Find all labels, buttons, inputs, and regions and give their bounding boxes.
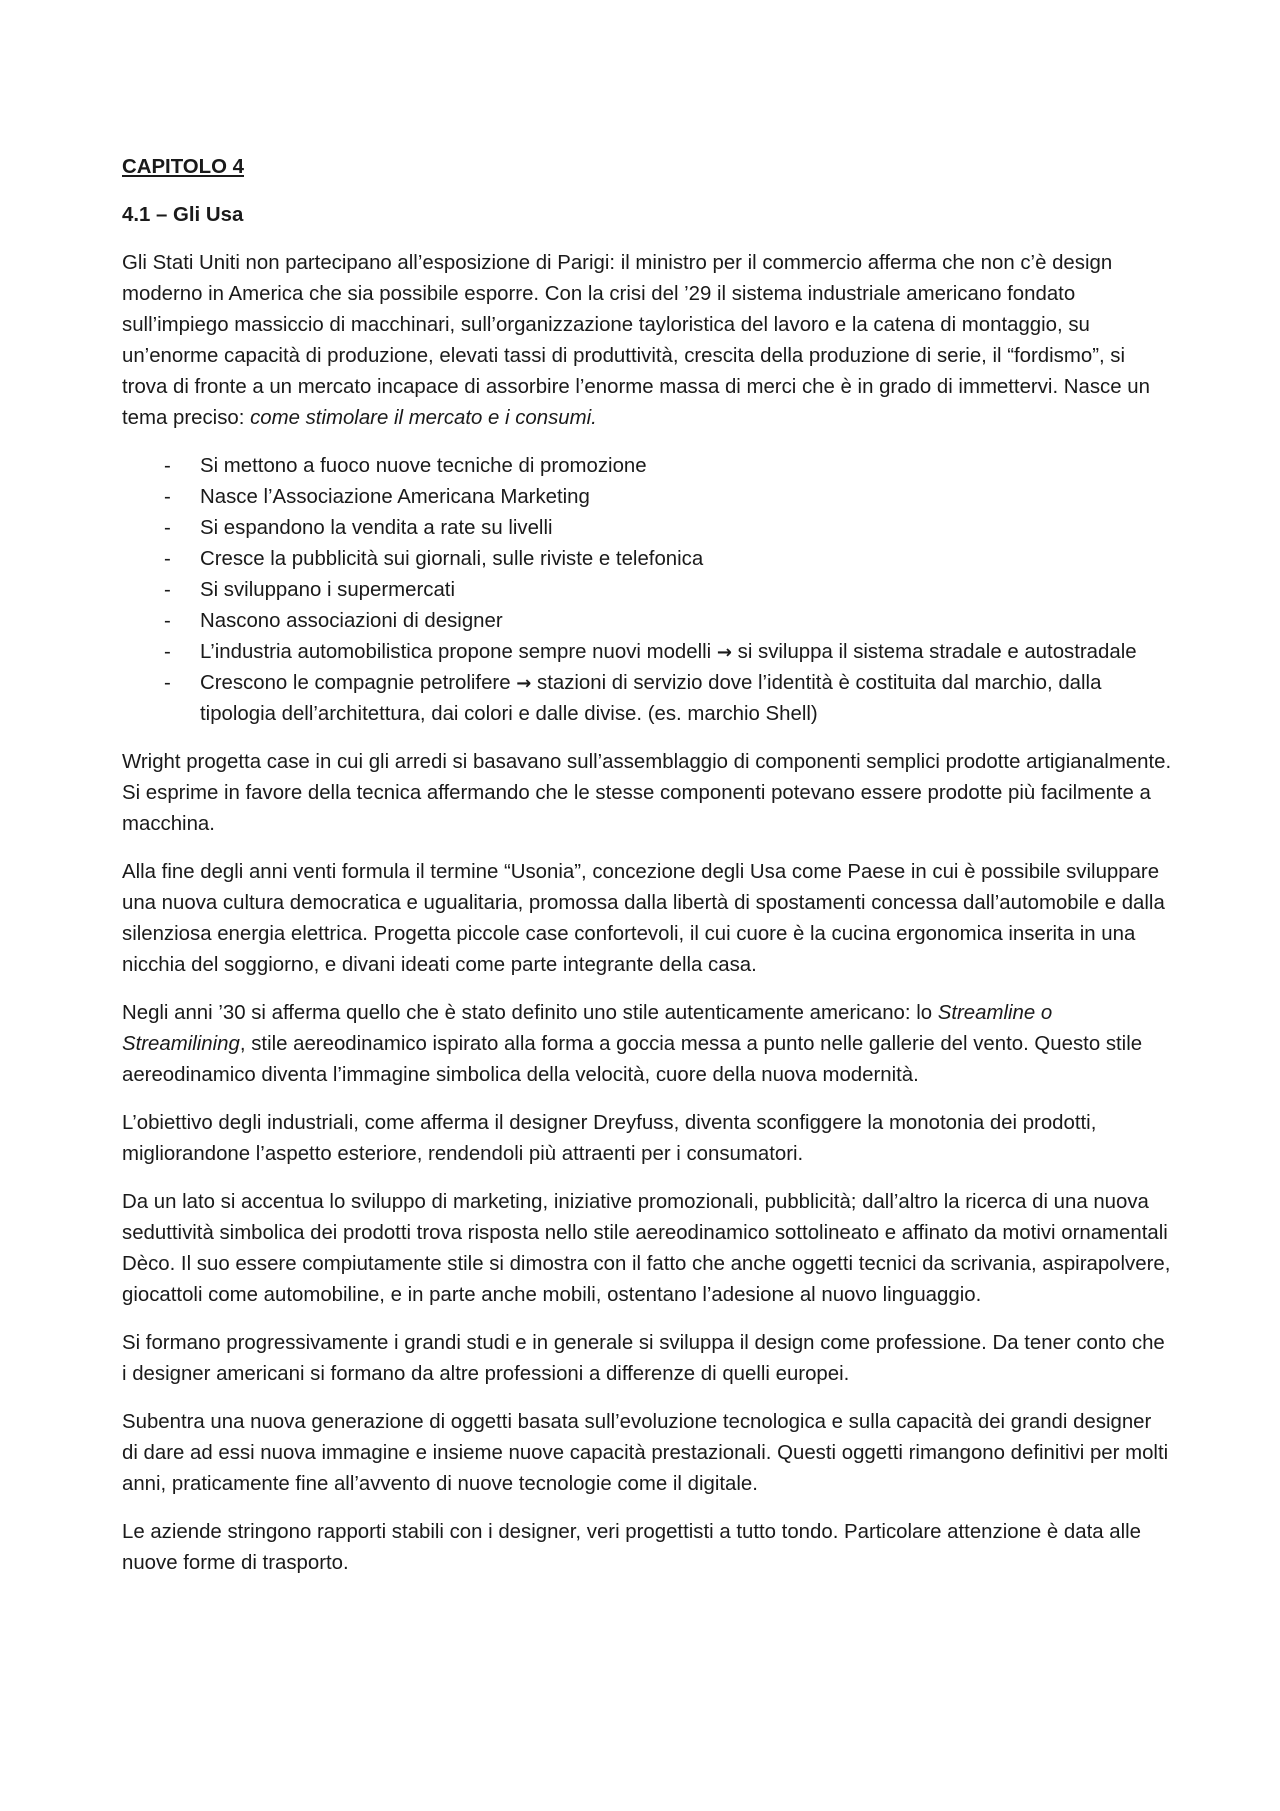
list-item-text: Nascono associazioni di designer	[200, 610, 503, 632]
section-title: 4.1 – Gli Usa	[122, 204, 244, 226]
list-item	[122, 606, 1172, 637]
bullet-list	[122, 451, 1172, 730]
paragraph-generazione: Subentra una nuova generazione di oggetti basata sull’evoluzione tecnologica e sulla capacità dei grandi designer di dare ad essi nuova immagine e insieme nuove capacità prestazionali. Questi oggetti rimangono definitivi per molti anni, praticamente fine all’avvento di nuove tecnologie come il digitale.	[122, 1411, 1169, 1495]
list-item-text: L’industria automobilistica propone sempre nuovi modelli	[200, 641, 712, 663]
dash-bullet: -	[164, 672, 171, 694]
list-item	[122, 637, 1172, 668]
paragraph-wright: Wright progetta case in cui gli arredi si basavano sull’assemblaggio di componenti semplici prodotte artigianalmente. Si esprime in favore della tecnica affermando che le stesse componenti potevano essere prodotte più facilmente a macchina.	[122, 751, 1172, 835]
list-item-text: Nasce l’Associazione Americana Marketing	[200, 486, 590, 508]
paragraph-aziende: Le aziende stringono rapporti stabili con i designer, veri progettisti a tutto tondo. Particolare attenzione è data alle nuove forme di trasporto.	[122, 1521, 1142, 1574]
streamline-text: Negli anni ’30 si afferma quello che è stato definito uno stile autenticamente americano: lo	[122, 1002, 938, 1024]
dash-bullet: -	[164, 455, 171, 477]
list-item	[122, 668, 1172, 730]
list-item-text: Si mettono a fuoco nuove tecniche di promozione	[200, 455, 647, 477]
intro-paragraph	[122, 248, 1172, 434]
arrow-right-icon: →	[516, 673, 532, 694]
intro-text: Gli Stati Uniti non partecipano all’esposizione di Parigi: il ministro per il commercio afferma che non c’è design moderno in America che sia possibile esporre. Con la crisi del ’29 il sistema industriale americano fondato sull’impiego massiccio di macchinari, sull’organizzazione tayloristica del lavoro e la catena di montaggio, su un’enorme capacità di produzione, elevati tassi di produttività, crescita della produzione di serie, il “fordismo”, si trova di fronte a un mercato incapace di assorbire l’enorme massa di merci che è in grado di immettervi. Nasce un tema preciso:	[122, 252, 1150, 429]
list-item-text-continued: si sviluppa il sistema stradale e autostradale	[731, 641, 1137, 663]
dash-bullet: -	[164, 579, 171, 601]
paragraph-studi: Si formano progressivamente i grandi studi e in generale si sviluppa il design come professione. Da tener conto che i designer americani si formano da altre professioni a differenze di quelli europei.	[122, 1332, 1165, 1385]
list-item-text-continued: stazioni di servizio dove l’identità è costituita dal marchio, dalla tipologia dell’architettura, dai colori e dalle divise. (es. marchio Shell)	[200, 672, 1102, 725]
list-item	[122, 451, 1172, 482]
dash-bullet: -	[164, 517, 171, 539]
list-item	[122, 482, 1172, 513]
list-item-text: Si espandono la vendita a rate su livelli	[200, 517, 553, 539]
paragraph-dreyfuss: L’obiettivo degli industriali, come afferma il designer Dreyfuss, diventa sconfiggere la monotonia dei prodotti, migliorandone l’aspetto esteriore, rendendoli più attraenti per i consumatori.	[122, 1112, 1097, 1165]
chapter-title: CAPITOLO 4	[122, 156, 244, 178]
list-item	[122, 513, 1172, 544]
paragraph-marketing: Da un lato si accentua lo sviluppo di marketing, iniziative promozionali, pubblicità; dall’altro la ricerca di una nuova seduttività simbolica dei prodotti trova risposta nello stile aereodinamico sottolineato e affinato da motivi ornamentali Dèco. Il suo essere compiutamente stile si dimostra con il fatto che anche oggetti tecnici da scrivania, aspirapolvere, giocattoli come automobiline, e in parte anche mobili, ostentano l’adesione al nuovo linguaggio.	[122, 1191, 1171, 1306]
paragraph-streamline	[122, 998, 1172, 1091]
dash-bullet: -	[164, 486, 171, 508]
list-item-text: Crescono le compagnie petrolifere	[200, 672, 511, 694]
dash-bullet: -	[164, 548, 171, 570]
streamline-emphasis: Streamline o Streamilining	[122, 1002, 1053, 1055]
list-item-text: Si sviluppano i supermercati	[200, 579, 456, 601]
document-page	[122, 152, 1172, 1596]
streamline-text-continued: , stile aereodinamico ispirato alla forma a goccia messa a punto nelle gallerie del vento. Questo stile aereodinamico diventa l’immagine simbolica della velocità, cuore della nuova modernità.	[122, 1033, 1143, 1086]
dash-bullet: -	[164, 641, 171, 663]
list-item-text: Cresce la pubblicità sui giornali, sulle riviste e telefonica	[200, 548, 704, 570]
arrow-right-icon: →	[716, 642, 732, 663]
list-item	[122, 575, 1172, 606]
list-item	[122, 544, 1172, 575]
intro-emphasis: come stimolare il mercato e i consumi.	[250, 407, 597, 429]
paragraph-usonia: Alla fine degli anni venti formula il termine “Usonia”, concezione degli Usa come Paese in cui è possibile sviluppare una nuova cultura democratica e ugualitaria, promossa dalla libertà di spostamenti concessa dall’automobile e dalla silenziosa energia elettrica. Progetta piccole case confortevoli, il cui cuore è la cucina ergonomica inserita in una nicchia del soggiorno, e divani ideati come parte integrante della casa.	[122, 861, 1165, 976]
dash-bullet: -	[164, 610, 171, 632]
